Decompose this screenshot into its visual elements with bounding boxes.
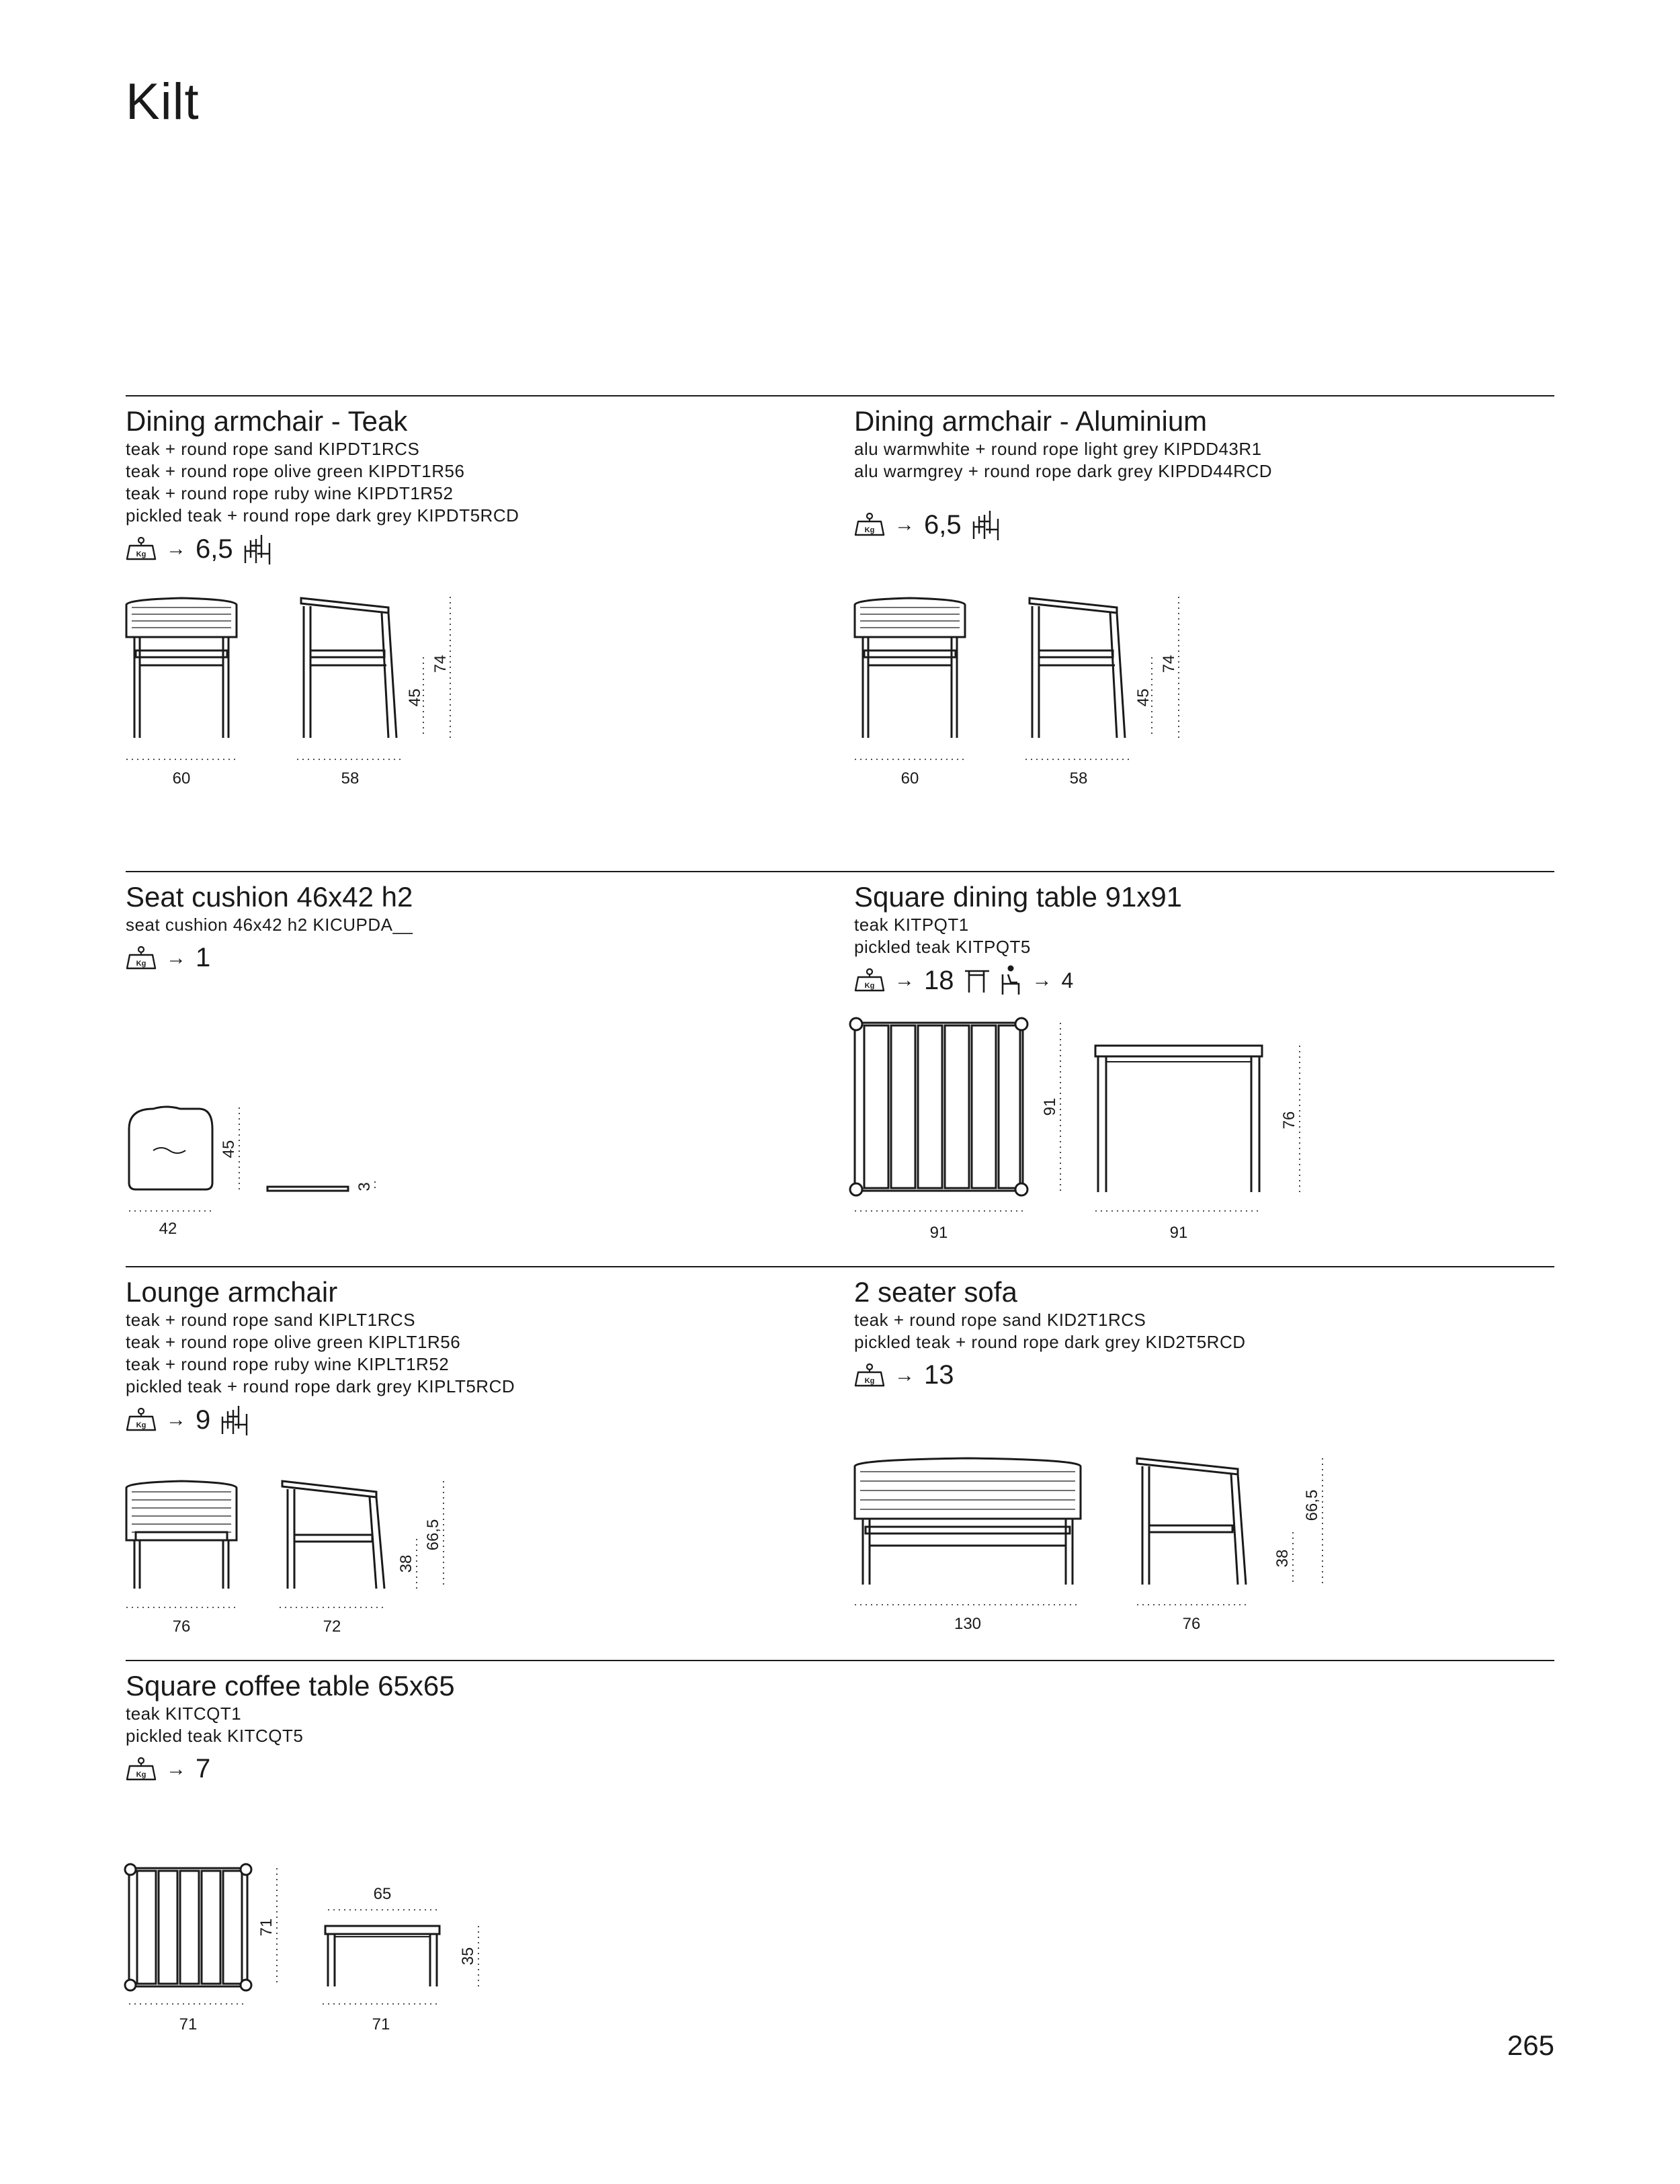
variant-line: pickled teak KITPQT5 <box>854 937 1031 957</box>
dim-side-width: 71 <box>372 2015 390 2033</box>
variant-line: pickled teak + round rope dark grey KIPLT5RCD <box>126 1376 515 1396</box>
dim-depth: 45 <box>220 1140 238 1159</box>
weight-value: 18 <box>924 965 954 995</box>
dim-front-width: 60 <box>172 769 191 788</box>
variant-line: teak + round rope sand KIPLT1RCS <box>126 1310 416 1330</box>
variant-line: teak + round rope ruby wine KIPLT1R52 <box>126 1354 450 1374</box>
weight-value: 9 <box>196 1404 211 1435</box>
dim-seat-height: 45 <box>1134 688 1152 707</box>
product-title: 2 seater sofa <box>854 1276 1017 1308</box>
dim-height: 35 <box>459 1947 477 1966</box>
dim-seat-height: 38 <box>1273 1549 1292 1568</box>
stackable-icon <box>220 1404 249 1435</box>
variant-line: alu warmgrey + round rope dark grey KIPDD44RCD <box>854 461 1272 481</box>
dim-total-height: 66,5 <box>424 1519 442 1551</box>
product-seat-cushion <box>126 880 798 973</box>
weight-value: 6,5 <box>924 509 962 540</box>
dim-side-width: 91 <box>1169 1224 1188 1242</box>
weight-value: 13 <box>924 1360 954 1390</box>
product-lounge-armchair <box>126 1275 798 1435</box>
dim-front-width: 130 <box>954 1615 982 1633</box>
table-icon <box>964 967 991 994</box>
arrow-icon: → <box>894 969 915 991</box>
section-divider <box>126 871 1554 872</box>
spec-row <box>126 1754 798 1784</box>
top-view <box>850 1018 1027 1195</box>
seated-person-icon <box>1000 965 1023 996</box>
variant-line: teak + round rope sand KID2T1RCS <box>854 1310 1146 1330</box>
section-divider <box>126 1660 1554 1661</box>
dimension-lines <box>129 1107 375 1211</box>
dim-width: 42 <box>159 1220 177 1238</box>
front-view <box>126 598 237 738</box>
product-square-coffee-table <box>126 1669 798 1784</box>
dimension-lines <box>855 1023 1300 1211</box>
product-title: Dining armchair - Teak <box>126 405 408 437</box>
variant-line: pickled teak KITCQT5 <box>126 1726 304 1746</box>
coffee-table-drawing <box>122 1861 499 2036</box>
side-view <box>301 598 396 738</box>
arrow-icon: → <box>1032 969 1052 991</box>
side-view <box>267 1187 348 1191</box>
front-view <box>126 1481 237 1589</box>
weight-kg-icon <box>126 537 157 561</box>
spec-row <box>854 1360 1526 1390</box>
page-title: Kilt <box>126 73 200 130</box>
dim-side-depth: 76 <box>1182 1615 1201 1633</box>
front-view <box>855 598 965 738</box>
sofa-drawing <box>849 1452 1374 1633</box>
side-view <box>1095 1046 1262 1192</box>
arrow-icon: → <box>166 538 186 560</box>
spec-row <box>126 534 798 564</box>
product-square-dining-table <box>854 880 1526 996</box>
dim-thickness: 3 <box>355 1182 374 1191</box>
variant-line: seat cushion 46x42 h2 KICUPDA__ <box>126 915 413 935</box>
dim-top-depth: 91 <box>1041 1097 1059 1116</box>
variant-line: teak + round rope ruby wine KIPDT1R52 <box>126 483 454 503</box>
front-view <box>855 1458 1081 1585</box>
weight-kg-icon <box>854 968 885 993</box>
variant-line: teak + round rope olive green KIPDT1R56 <box>126 461 465 481</box>
spec-row <box>854 509 1526 540</box>
weight-kg-icon <box>854 513 885 537</box>
dining-teak-drawing <box>121 591 470 793</box>
dim-top-depth: 71 <box>257 1918 276 1937</box>
arrow-icon: → <box>166 1757 186 1780</box>
lounge-drawing <box>121 1478 497 1640</box>
side-view <box>325 1926 439 1986</box>
arrow-icon: → <box>166 946 186 969</box>
dim-front-width: 76 <box>172 1618 191 1636</box>
variant-line: pickled teak + round rope dark grey KID2T5RCD <box>854 1332 1246 1352</box>
dim-seat-height: 38 <box>397 1554 415 1573</box>
product-title: Square coffee table 65x65 <box>126 1670 455 1702</box>
variant-line: teak + round rope olive green KIPLT1R56 <box>126 1332 461 1352</box>
side-view <box>1137 1458 1246 1585</box>
seat-cushion-drawing <box>126 1102 409 1236</box>
variant-line: teak KITPQT1 <box>854 915 969 935</box>
weight-kg-icon <box>126 1408 157 1432</box>
side-view <box>1030 598 1125 738</box>
spec-row <box>126 943 798 973</box>
dim-total-height: 66,5 <box>1303 1489 1321 1521</box>
product-title: Dining armchair - Aluminium <box>854 405 1208 437</box>
dining-alu-drawing <box>849 591 1199 793</box>
weight-kg-icon <box>854 1363 885 1388</box>
dim-seat-height: 45 <box>406 688 424 707</box>
stackable-icon <box>243 534 272 564</box>
product-dining-armchair-teak <box>126 405 798 564</box>
dimension-lines <box>855 1458 1322 1605</box>
spec-row <box>854 965 1526 996</box>
stackable-icon <box>971 509 1001 540</box>
product-title: Lounge armchair <box>126 1276 338 1308</box>
seats-value: 4 <box>1061 968 1074 993</box>
dim-side-depth: 58 <box>1069 769 1088 788</box>
dim-height: 76 <box>1280 1111 1298 1130</box>
arrow-icon: → <box>166 1409 186 1431</box>
dim-total-height: 74 <box>431 655 450 673</box>
dim-side-depth: 72 <box>323 1618 341 1636</box>
weight-kg-icon <box>126 1757 157 1781</box>
dim-top-width: 91 <box>929 1224 948 1242</box>
product-2-seater-sofa <box>854 1275 1526 1390</box>
page-number: 265 <box>1507 2029 1554 2061</box>
product-dining-armchair-aluminium <box>854 405 1526 540</box>
dim-side-depth: 58 <box>341 769 360 788</box>
arrow-icon: → <box>894 1363 915 1386</box>
dim-front-width: 60 <box>900 769 919 788</box>
dim-total-height: 74 <box>1160 655 1178 673</box>
spec-row <box>126 1404 798 1435</box>
weight-value: 7 <box>196 1754 211 1783</box>
variant-line: teak KITCQT1 <box>126 1704 242 1724</box>
top-view <box>125 1864 251 1990</box>
dim-top-width: 71 <box>179 2015 198 2033</box>
product-title: Seat cushion 46x42 h2 <box>126 881 413 913</box>
section-divider <box>126 395 1554 396</box>
weight-value: 6,5 <box>196 534 233 564</box>
dining-table-drawing <box>848 1016 1332 1245</box>
weight-kg-icon <box>126 946 157 970</box>
arrow-icon: → <box>894 513 915 536</box>
variant-line: teak + round rope sand KIPDT1RCS <box>126 439 420 459</box>
side-view <box>282 1481 384 1589</box>
section-divider <box>126 1266 1554 1267</box>
variant-line: alu warmwhite + round rope light grey KIPDD43R1 <box>854 439 1262 459</box>
variant-line: pickled teak + round rope dark grey KIPDT5RCD <box>126 505 519 526</box>
weight-value: 1 <box>196 943 211 972</box>
top-view <box>129 1107 212 1189</box>
dim-inner-width: 65 <box>373 1885 392 1903</box>
product-title: Square dining table 91x91 <box>854 881 1183 913</box>
